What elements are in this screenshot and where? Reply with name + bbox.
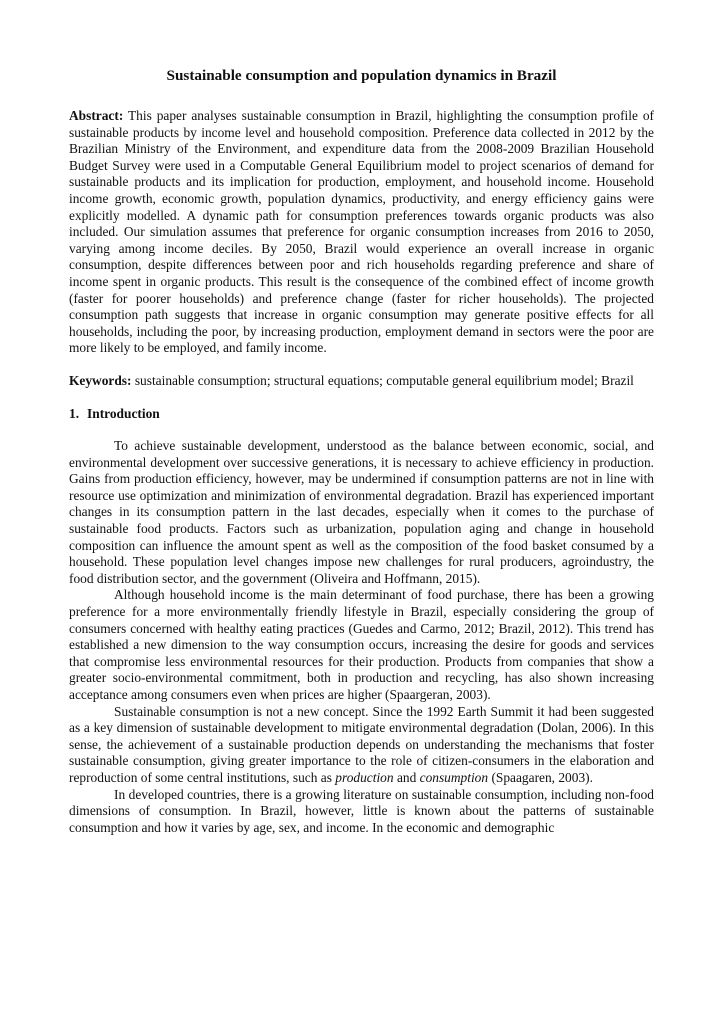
intro-paragraph-1: To achieve sustainable development, understood as the balance between economic, social, and environmental development over successive generations, it is necessary to achieve efficiency in production. Gains from production efficiency, however, may be undermined if consumption patterns are not in line with resource use optimization and minimization of environmental degradation. Brazil has experienced important changes in its consumption pattern in the last decades, especially when it comes to the purchase of sustainable food products. Factors such as urbanization, population aging and change in household composition can influence the amount spent as well as the composition of the food basket consumed by a household. These population level changes impose new challenges for rural producers, agroindustry, the food distribution sector, and the government (Oliveira and Hoffmann, 2015).	[69, 438, 654, 586]
keywords	[69, 373, 654, 390]
intro-paragraph-3	[69, 704, 654, 787]
keywords-text: sustainable consumption; structural equations; computable general equilibrium model; Brazil	[134, 372, 634, 388]
paper-title: Sustainable consumption and population dynamics in Brazil	[166, 67, 557, 84]
intro-paragraph-3-text: Sustainable consumption is not a new concept. Since the 1992 Earth Summit it had been suggested as a key dimension of sustainable development to mitigate environmental degradation (Dolan, 2006). In this sense, the achievement of a sustainable production depends on understanding the mechanisms that foster sustainable consumption, giving greater importance to the role of citizen-consumers in the elaboration and reproduction of some central institutions, such as	[69, 703, 654, 785]
emphasis-production: production	[335, 769, 394, 785]
intro-paragraph-2: Although household income is the main determinant of food purchase, there has been a growing preference for a more environmentally friendly lifestyle in Brazil, especially considering the group of consumers concerned with healthy eating practices (Guedes and Carmo, 2012; Brazil, 2012). This trend has established a new dimension to the way consumption occurs, increasing the desire for goods and services that compromise less environmental resources for their production. Products from companies that show a greater socio-environmental commitment, both in production and recycling, has also shown increasing acceptance among consumers even when prices are higher (Spaargeran, 2003).	[69, 587, 654, 702]
section-title: Introduction	[87, 405, 160, 421]
abstract	[69, 108, 654, 357]
keywords-label: Keywords:	[69, 372, 132, 388]
intro-paragraph-4: In developed countries, there is a growing literature on sustainable consumption, including non-food dimensions of consumption. In Brazil, however, little is known about the patterns of sustainable consumption and how it varies by age, sex, and income. In the economic and demographic	[69, 786, 654, 835]
section-number: 1.	[69, 405, 80, 421]
section-heading-introduction	[69, 406, 654, 423]
emphasis-consumption: consumption	[419, 769, 489, 785]
abstract-label: Abstract:	[69, 108, 124, 123]
paper-page	[69, 66, 654, 836]
intro-paragraph-3-citation: (Spaagaren, 2003).	[491, 769, 593, 785]
conjunction-and: and	[396, 769, 417, 785]
abstract-text: This paper analyses sustainable consumption in Brazil, highlighting the consumption profile of sustainable products by income level and household composition. Preference data collected in 2012 by the Brazilian Ministry of the Environment, and expenditure data from the 2008-2009 Brazilian Household Budget Survey were used in a Computable General Equilibrium model to project scenarios of demand for sustainable products and its implication for production, employment, and household income. Household income growth, economic growth, population dynamics, productivity, and energy efficiency gains were explicitly modelled. A dynamic path for consumption preferences towards organic products was also included. Our simulation assumes that preference for organic consumption increases from 2016 to 2050, varying among income deciles. By 2050, Brazil would experience an overall increase in organic consumption, despite differences between poor and rich households regarding preference and share of income spent in organic products. This result is the consequence of the combined effect of income growth (faster for poorer households) and preference change (faster for richer households). The projected consumption path suggests that increase in organic consumption may generate positive effects for all households, including the poor, by increasing production, employment demand in sectors were the poor are more likely to be employed, and family income.	[69, 108, 654, 356]
